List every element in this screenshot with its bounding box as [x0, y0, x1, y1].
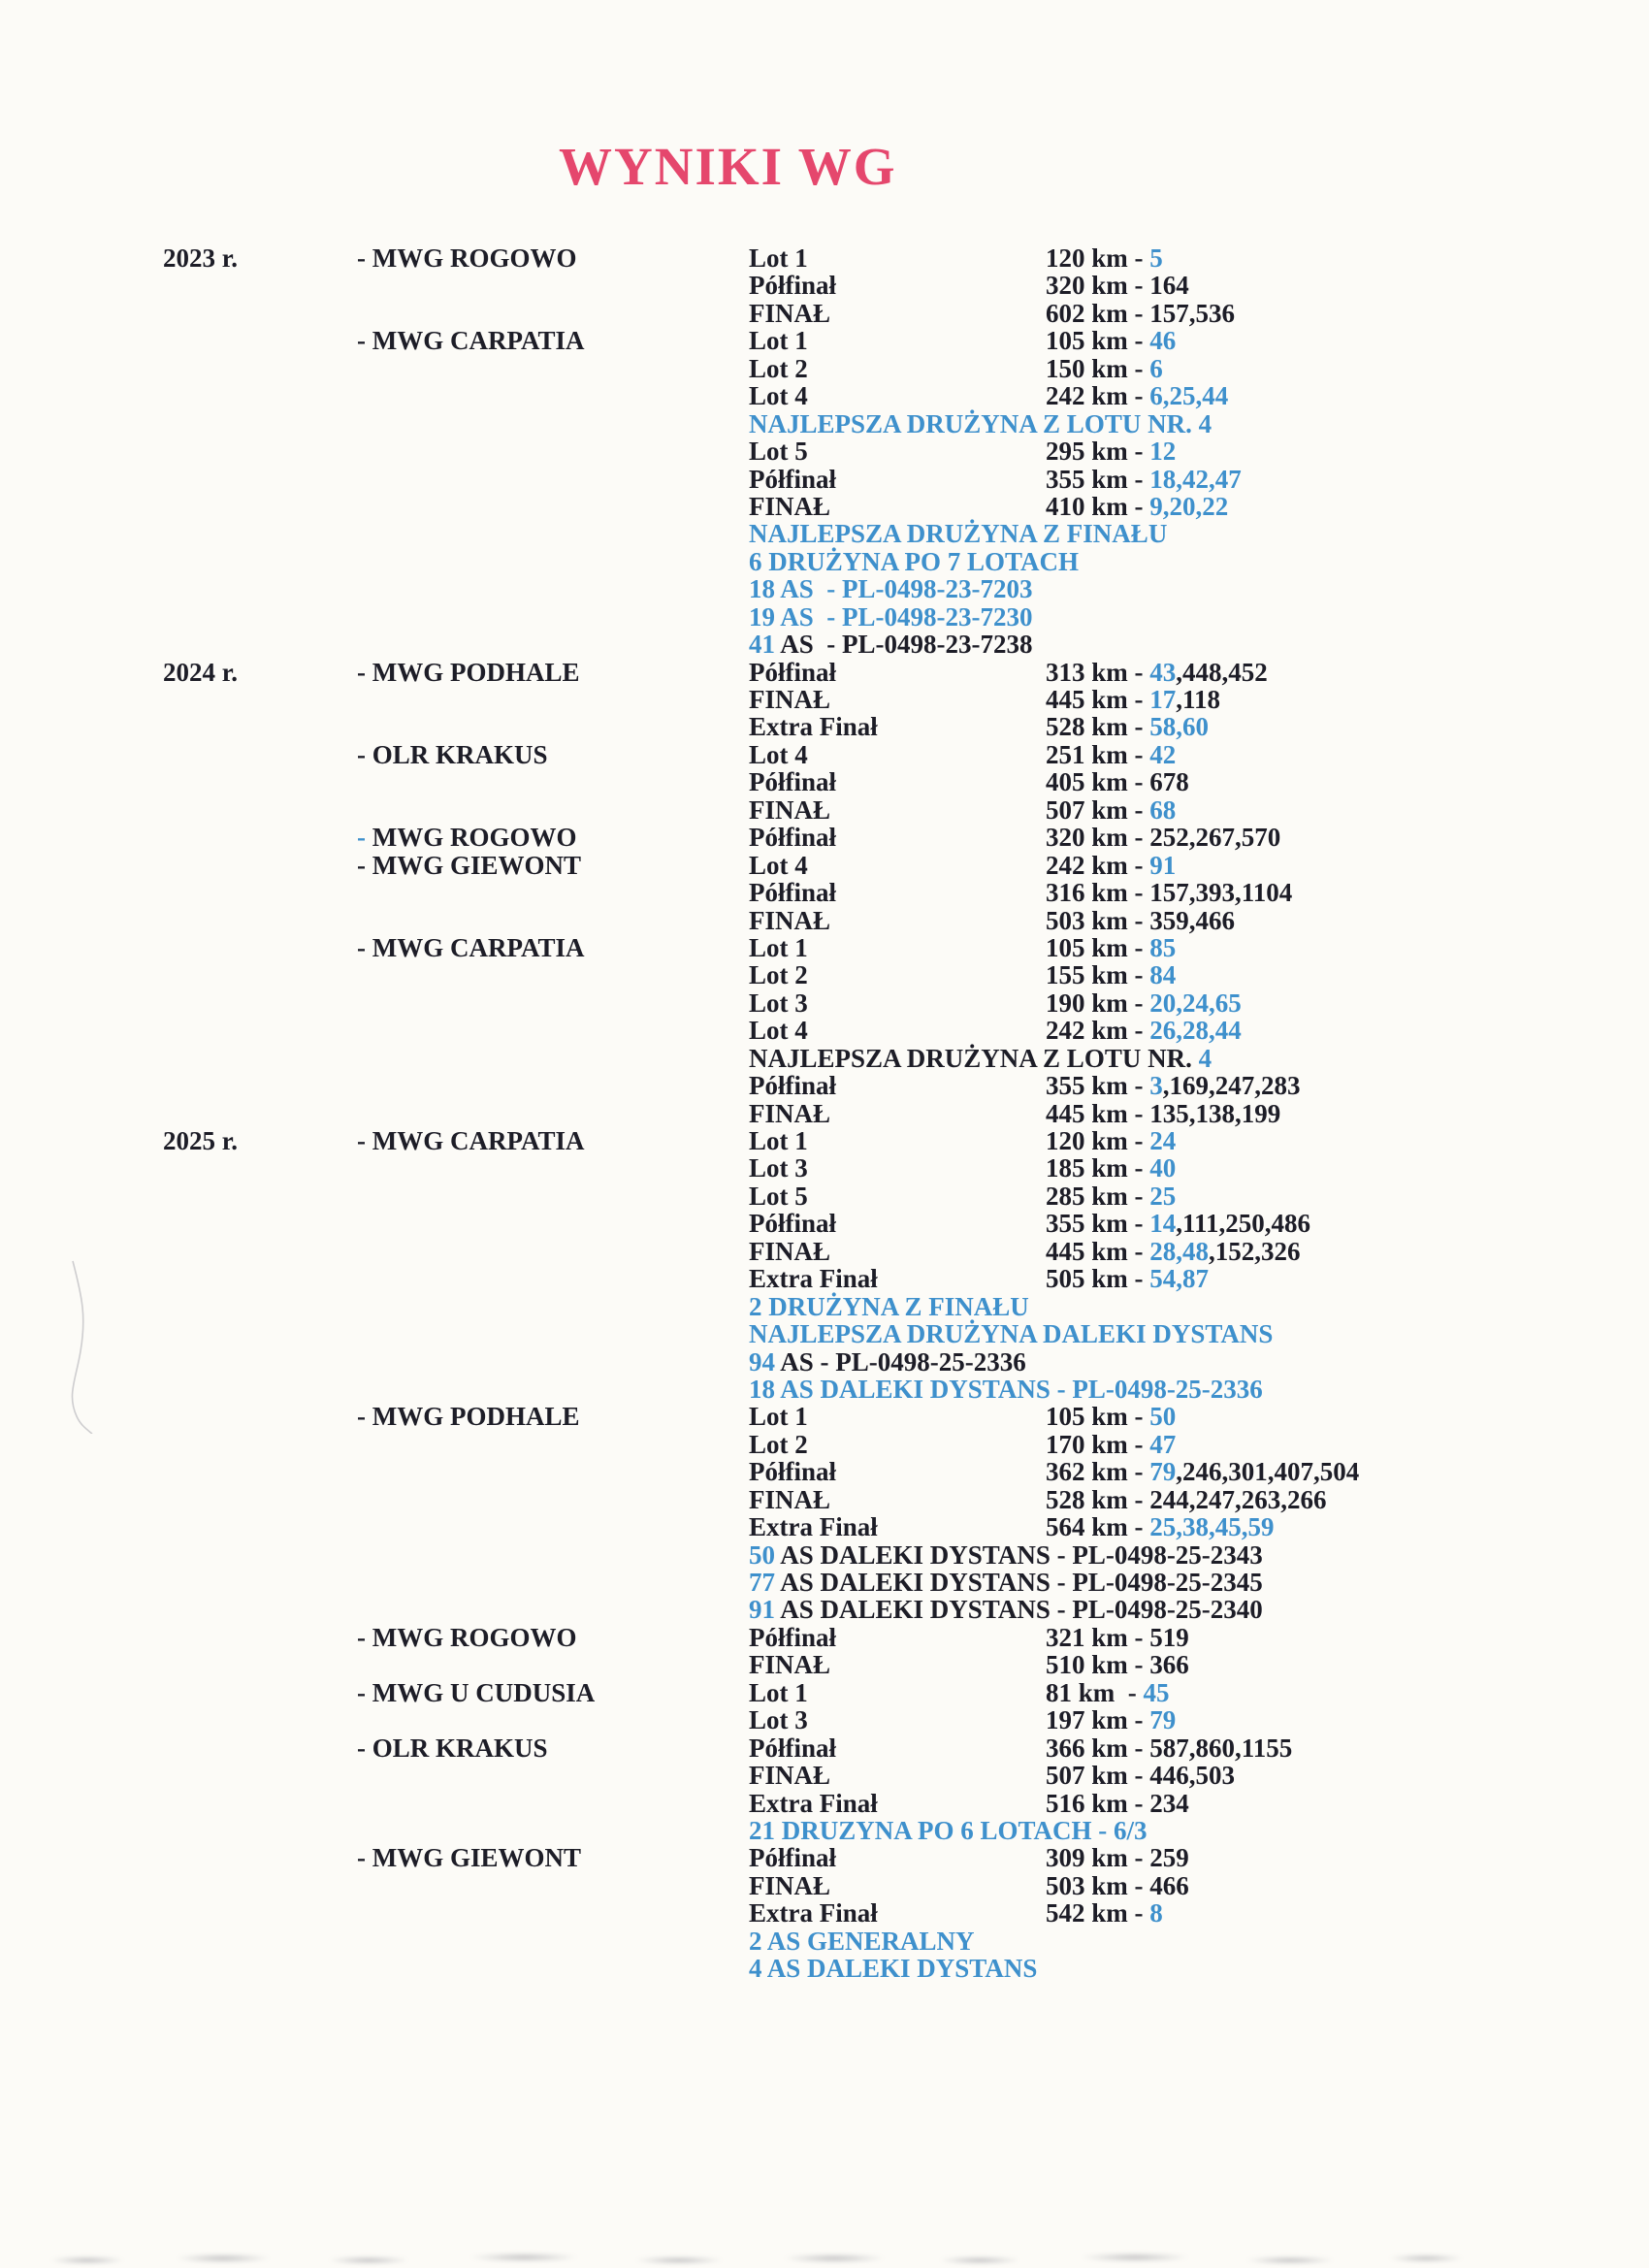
stage-label: Extra Finał: [749, 1512, 878, 1542]
stage-label: Półfinał: [749, 878, 837, 908]
result-value: 105 km - 50: [1046, 1402, 1177, 1432]
result-row: [0, 1762, 1649, 1789]
note-line: 19 AS - PL-0498-23-7230: [749, 601, 1033, 632]
result-value: 564 km - 25,38,45,59: [1046, 1512, 1275, 1542]
result-row: [0, 686, 1649, 713]
result-row: [0, 466, 1649, 493]
result-value: 313 km - 43,448,452: [1046, 657, 1268, 687]
result-row: [0, 1183, 1649, 1210]
result-row: [0, 1210, 1649, 1237]
stage-label: Lot 5: [749, 437, 808, 467]
result-row: [0, 1154, 1649, 1182]
result-value: 507 km - 68: [1046, 794, 1177, 825]
stage-label: Półfinał: [749, 1733, 837, 1763]
note-line: 2 AS GENERALNY: [749, 1926, 975, 1956]
stage-label: Lot 4: [749, 739, 808, 769]
stage-label: Extra Finał: [749, 1898, 878, 1928]
stage-label: Półfinał: [749, 464, 837, 494]
note-line: 4 AS DALEKI DYSTANS: [749, 1954, 1038, 1984]
note-line: 18 AS - PL-0498-23-7203: [749, 574, 1033, 604]
result-value: 309 km - 259: [1046, 1843, 1189, 1873]
note-line: 50 AS DALEKI DYSTANS - PL-0498-25-2343: [749, 1539, 1263, 1570]
result-row: [0, 1320, 1649, 1347]
result-row: [0, 1679, 1649, 1706]
result-row: [0, 1817, 1649, 1844]
result-row: [0, 382, 1649, 409]
stage-label: Lot 1: [749, 1126, 808, 1155]
result-row: [0, 1458, 1649, 1485]
stage-label: Lot 2: [749, 353, 808, 383]
results-table: [0, 244, 1649, 1983]
club-label: - MWG CARPATIA: [357, 326, 585, 356]
stage-label: Półfinał: [749, 1843, 837, 1873]
stage-label: FINAŁ: [749, 1870, 831, 1900]
result-row: [0, 1403, 1649, 1430]
note-line: 94 AS - PL-0498-25-2336: [749, 1346, 1026, 1377]
result-row: [0, 1376, 1649, 1403]
stage-label: Lot 1: [749, 932, 808, 962]
result-value: 405 km - 678: [1046, 767, 1189, 797]
result-value: 445 km - 28,48,152,326: [1046, 1236, 1301, 1266]
result-row: [0, 659, 1649, 686]
result-row: [0, 796, 1649, 824]
result-row: [0, 1734, 1649, 1762]
note-line: 41 AS - PL-0498-23-7238: [749, 630, 1033, 660]
result-value: 366 km - 587,860,1155: [1046, 1733, 1293, 1763]
result-value: 81 km - 45: [1046, 1677, 1170, 1707]
result-row: [0, 575, 1649, 602]
result-value: 242 km - 91: [1046, 850, 1177, 880]
result-value: 170 km - 47: [1046, 1429, 1177, 1459]
result-value: 355 km - 3,169,247,283: [1046, 1071, 1301, 1101]
result-row: [0, 1045, 1649, 1072]
stage-label: Półfinał: [749, 657, 837, 687]
stage-label: Extra Finał: [749, 712, 878, 742]
stage-label: FINAŁ: [749, 905, 831, 935]
stage-label: Extra Finał: [749, 1788, 878, 1818]
note-line: 77 AS DALEKI DYSTANS - PL-0498-25-2345: [749, 1568, 1263, 1597]
note-line: 21 DRUZYNA PO 6 LOTACH - 6/3: [749, 1815, 1148, 1845]
stage-label: Półfinał: [749, 767, 837, 797]
result-row: [0, 1596, 1649, 1623]
stage-label: FINAŁ: [749, 1098, 831, 1128]
result-value: 316 km - 157,393,1104: [1046, 878, 1293, 908]
stage-label: Lot 3: [749, 1705, 808, 1735]
club-label: - MWG ROGOWO: [357, 823, 577, 853]
result-value: 242 km - 6,25,44: [1046, 381, 1229, 411]
result-value: 242 km - 26,28,44: [1046, 1016, 1242, 1046]
stage-label: Lot 3: [749, 988, 808, 1018]
stage-label: Lot 2: [749, 960, 808, 990]
result-row: [0, 1238, 1649, 1265]
stage-label: FINAŁ: [749, 1650, 831, 1680]
stage-label: Extra Finał: [749, 1264, 878, 1294]
note-line: 91 AS DALEKI DYSTANS - PL-0498-25-2340: [749, 1595, 1263, 1625]
result-value: 120 km - 24: [1046, 1126, 1177, 1155]
result-value: 445 km - 135,138,199: [1046, 1098, 1281, 1128]
note-line: NAJLEPSZA DRUŻYNA Z LOTU NR. 4: [749, 408, 1212, 438]
result-row: [0, 327, 1649, 354]
result-value: 355 km - 14,111,250,486: [1046, 1209, 1311, 1239]
result-row: [0, 520, 1649, 547]
stage-label: Półfinał: [749, 271, 837, 301]
stage-label: FINAŁ: [749, 298, 831, 328]
stage-label: FINAŁ: [749, 491, 831, 521]
stage-label: Lot 1: [749, 1677, 808, 1707]
result-value: 505 km - 54,87: [1046, 1264, 1209, 1294]
result-row: [0, 631, 1649, 658]
result-value: 507 km - 446,503: [1046, 1761, 1235, 1791]
result-value: 602 km - 157,536: [1046, 298, 1235, 328]
club-label: - MWG PODHALE: [357, 1402, 580, 1432]
result-row: [0, 272, 1649, 299]
note-line: 6 DRUŻYNA PO 7 LOTACH: [749, 546, 1080, 576]
result-row: [0, 1928, 1649, 1955]
result-row: [0, 879, 1649, 906]
result-row: [0, 1127, 1649, 1154]
result-row: [0, 989, 1649, 1017]
club-label: - OLR KRAKUS: [357, 1733, 548, 1763]
result-row: [0, 1265, 1649, 1292]
result-row: [0, 410, 1649, 437]
result-value: 516 km - 234: [1046, 1788, 1189, 1818]
result-value: 528 km - 58,60: [1046, 712, 1209, 742]
result-row: [0, 741, 1649, 768]
result-value: 295 km - 12: [1046, 437, 1177, 467]
stage-label: Półfinał: [749, 823, 837, 853]
result-value: 445 km - 17,118: [1046, 685, 1221, 714]
result-value: 320 km - 164: [1046, 271, 1189, 301]
result-row: [0, 548, 1649, 575]
stage-label: FINAŁ: [749, 1236, 831, 1266]
club-label: - MWG GIEWONT: [357, 850, 582, 880]
result-value: 105 km - 46: [1046, 326, 1177, 356]
result-value: 285 km - 25: [1046, 1181, 1177, 1211]
result-row: [0, 1651, 1649, 1678]
scan-artifact-bottom-band: [0, 2243, 1649, 2268]
result-value: 355 km - 18,42,47: [1046, 464, 1242, 494]
result-value: 320 km - 252,267,570: [1046, 823, 1281, 853]
result-row: [0, 1844, 1649, 1871]
club-label: - MWG GIEWONT: [357, 1843, 582, 1873]
stage-label: Półfinał: [749, 1071, 837, 1101]
result-row: [0, 355, 1649, 382]
club-label: - MWG ROGOWO: [357, 1622, 577, 1652]
result-row: [0, 852, 1649, 879]
stage-label: Lot 1: [749, 1402, 808, 1432]
result-value: 510 km - 366: [1046, 1650, 1189, 1680]
stage-label: FINAŁ: [749, 794, 831, 825]
result-value: 251 km - 42: [1046, 739, 1177, 769]
result-row: [0, 1348, 1649, 1376]
result-value: 410 km - 9,20,22: [1046, 491, 1229, 521]
result-row: [0, 603, 1649, 631]
note-line: NAJLEPSZA DRUŻYNA Z LOTU NR. 4: [749, 1043, 1212, 1073]
result-row: [0, 1706, 1649, 1733]
result-value: 503 km - 359,466: [1046, 905, 1235, 935]
stage-label: Lot 4: [749, 1016, 808, 1046]
result-row: [0, 1017, 1649, 1044]
stage-label: Lot 1: [749, 243, 808, 273]
result-row: [0, 961, 1649, 988]
result-row: [0, 713, 1649, 740]
result-value: 197 km - 79: [1046, 1705, 1177, 1735]
note-line: NAJLEPSZA DRUŻYNA DALEKI DYSTANS: [749, 1319, 1274, 1349]
result-row: [0, 1100, 1649, 1127]
stage-label: Lot 2: [749, 1429, 808, 1459]
year-label: 2025 r.: [163, 1126, 239, 1155]
result-row: [0, 1872, 1649, 1899]
year-label: 2024 r.: [163, 657, 239, 687]
result-row: [0, 1624, 1649, 1651]
result-value: 185 km - 40: [1046, 1153, 1177, 1183]
stage-label: FINAŁ: [749, 685, 831, 714]
note-line: NAJLEPSZA DRUŻYNA Z FINAŁU: [749, 519, 1168, 549]
year-label: 2023 r.: [163, 243, 239, 273]
stage-label: Lot 4: [749, 381, 808, 411]
result-row: [0, 1431, 1649, 1458]
result-row: [0, 1569, 1649, 1596]
result-value: 362 km - 79,246,301,407,504: [1046, 1457, 1360, 1487]
result-value: 120 km - 5: [1046, 243, 1163, 273]
club-label: - MWG PODHALE: [357, 657, 580, 687]
club-label: - OLR KRAKUS: [357, 739, 548, 769]
result-value: 105 km - 85: [1046, 932, 1177, 962]
stage-label: Lot 3: [749, 1153, 808, 1183]
note-line: 18 AS DALEKI DYSTANS - PL-0498-25-2336: [749, 1374, 1263, 1404]
result-row: [0, 1541, 1649, 1569]
scan-artifact-hair: [53, 1249, 131, 1434]
result-row: [0, 1293, 1649, 1320]
result-row: [0, 768, 1649, 795]
result-row: [0, 907, 1649, 934]
result-row: [0, 1955, 1649, 1982]
result-row: [0, 1899, 1649, 1927]
stage-label: Półfinał: [749, 1209, 837, 1239]
result-value: 321 km - 519: [1046, 1622, 1189, 1652]
result-row: [0, 824, 1649, 851]
result-row: [0, 1513, 1649, 1540]
result-row: [0, 300, 1649, 327]
stage-label: Półfinał: [749, 1457, 837, 1487]
result-value: 190 km - 20,24,65: [1046, 988, 1242, 1018]
result-row: [0, 437, 1649, 465]
result-value: 503 km - 466: [1046, 1870, 1189, 1900]
club-label: - MWG ROGOWO: [357, 243, 577, 273]
result-value: 150 km - 6: [1046, 353, 1163, 383]
page-title: WYNIKI WG: [559, 137, 897, 196]
result-row: [0, 493, 1649, 520]
stage-label: Lot 4: [749, 850, 808, 880]
club-label: - MWG CARPATIA: [357, 1126, 585, 1155]
stage-label: FINAŁ: [749, 1484, 831, 1514]
result-row: [0, 934, 1649, 961]
stage-label: Półfinał: [749, 1622, 837, 1652]
result-row: [0, 244, 1649, 272]
stage-label: Lot 1: [749, 326, 808, 356]
result-value: 542 km - 8: [1046, 1898, 1163, 1928]
stage-label: Lot 5: [749, 1181, 808, 1211]
club-label: - MWG U CUDUSIA: [357, 1677, 596, 1707]
result-row: [0, 1790, 1649, 1817]
note-line: 2 DRUŻYNA Z FINAŁU: [749, 1291, 1029, 1321]
result-row: [0, 1072, 1649, 1099]
stage-label: FINAŁ: [749, 1761, 831, 1791]
result-row: [0, 1486, 1649, 1513]
result-value: 155 km - 84: [1046, 960, 1177, 990]
club-label: - MWG CARPATIA: [357, 932, 585, 962]
result-value: 528 km - 244,247,263,266: [1046, 1484, 1327, 1514]
